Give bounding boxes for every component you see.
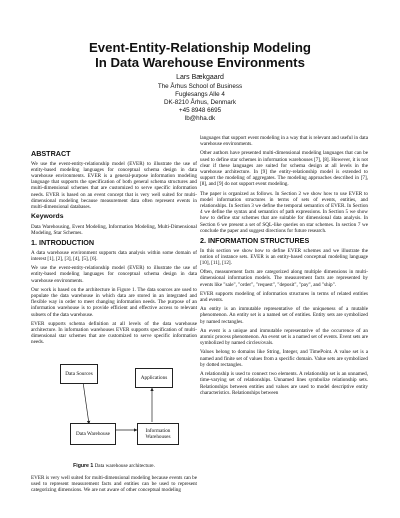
architecture-figure (31, 350, 197, 460)
abstract-text: We use the event-entity-relationship model (EVER) to illustrate the use of entity-based modeling languages for conceptual schema design in data warehouse environments. EVER is a general-purpose information modeling language that supports the specification of both general schema structures and multi-dimensional schemes that are customized to serve specific information needs. EVER is based on an event concept that is very well suited for multi-dimensional modeling because measurement data often represent events in multi-dimensional databases. (31, 160, 197, 211)
author-email: lb@hha.dk (184, 115, 216, 123)
figure-caption-label: Figure 1 (73, 462, 94, 469)
data-warehouse-box: Data Warehouse (70, 423, 116, 445)
body-paragraph: In this section we show how to define EVER schemes and we illustrate the notion of instance sets. EVER is an entity-based conceptual modeling language [10], [11], [12]. (200, 247, 368, 267)
figure-caption-text: Data warehouse architecture. (94, 462, 155, 469)
body-paragraph: languages that support event modeling in a way that is relevant and useful in data warehouse environments. (200, 135, 368, 148)
right-column (200, 135, 368, 398)
intro-paragraph: EVER supports schema definition at all levels of the data warehouse architecture. In information warehouses EVER supports specification of multi-dimensional star schemes that are customized to serve specific information needs. (31, 320, 197, 346)
author-name: Lars Bækgaard (176, 74, 224, 81)
intro-paragraph: We use the event-entity-relationship model (EVER) to illustrate the use of entity-based modeling languages for conceptual schema design in data warehouse environments. (31, 265, 197, 284)
paper-title-line-1: Event-Entity-Relationship Modeling (89, 40, 311, 55)
applications-box: Applications (135, 368, 173, 388)
body-paragraph: Other authors have presented multi-dimensional modeling languages that can be used to define star schemes in information warehouses [7], [8]. However, it is not clear if these languages are suited for schema design at all levels in the warehouse architecture. In [9] the entity-relationship model is extended to support the modeling of aggregates. The modeling approaches described in [7], [8], and [9] do not support event modeling. (200, 150, 368, 188)
paper-title-line-2: In Data Warehouse Environments (95, 55, 305, 70)
arrow-sources-to-warehouse (83, 382, 89, 424)
intro-paragraph: Our work is based on the architecture in Figure 1. The data sources are used to populate the data warehouse in which data are stored in an integrated and flexible way in order to meet changing information needs. The purpose of an information warehouse is to provide efficient and effective access to relevant subsets of the data warehouse. (31, 286, 197, 318)
section-2-heading: 2. INFORMATION STRUCTURES (200, 236, 310, 246)
abstract-heading: ABSTRACT (31, 149, 71, 158)
body-paragraph: The paper is organized as follows. In Section 2 we show how to use EVER to model information structures in terms of sets of events, entities, and relationships. In Section 3 we define the temporal semantics of EVER. In Section 4 we define the syntax and semantics of path expressions. In Section 5 we show how to define star schemes that are suitable for dimensional data analysis. In Section 6 we present a set of SQL-like queries on star schemes. In section 7 we conclude the paper and suggest directions for future research. (200, 190, 368, 234)
keywords-heading: Keywords (31, 213, 64, 221)
body-paragraph: An entity is an immutable representative of the uniqueness of a mutable phenomenon. An entity set is a named set of entities. Entity sets are symbolized by named rectangles. (200, 306, 368, 325)
intro-paragraph: A data warehouse environment supports data analysis within some domain of interest [1], [2], [3], [4], [5], [6]. (31, 249, 197, 263)
body-paragraph: Values belong to domains like String, Integer, and TimePoint. A value set is a named and finite set of values from a specific domain. Value sets are symbolized by dotted rectangles. (200, 349, 368, 368)
information-warehouses-box: Information Warehouses (137, 423, 179, 445)
keywords-text: Data Warehousing, Event Modeling, Information Modeling, Multi-Dimensional Modeling, Star Schemes. (31, 223, 197, 237)
data-sources-box: Data Sources (60, 364, 98, 384)
body-paragraph: EVER supports modeling of information structures in terms of related entities and events. (200, 290, 368, 304)
author-organization: The Århus School of Business (157, 82, 243, 90)
body-paragraph: Often, measurement facts are categorized along multiple dimensions in multi-dimensional information models. The measurement facts are represented by events like "sale", "order", "request", "deposit", "pay", and "ship". (200, 269, 368, 288)
figure-caption (31, 463, 197, 469)
left-column (31, 150, 197, 496)
author-city: DK-8210 Århus, Denmark (163, 99, 237, 106)
author-phone: +45 8948 6695 (178, 107, 222, 115)
author-street: Fuglesangs Alle 4 (175, 90, 225, 98)
body-paragraph: An event is a unique and immutable representative of the occurrence of an atomic process phenomenon. An event set is a named set of events. Event sets are symbolized by named circles/ovals. (200, 327, 368, 347)
section-1-heading: 1. INTRODUCTION (31, 238, 95, 248)
body-paragraph: A relationship is used to connect two elements. A relationship set is an unnamed, time-varying set of relationships. Unnamed lines symbolize relationship sets. Relationships between entities and values are used to model descriptive entity characteristics. Relationships between (200, 371, 368, 396)
left-bottom-paragraph: EVER is very well suited for multi-dimensional modeling because events can be used to represent measurement facts and entities can be used to represent categorizing dimensions. We are not aware of other conceptual modeling (31, 474, 197, 494)
author-block (0, 74, 400, 124)
